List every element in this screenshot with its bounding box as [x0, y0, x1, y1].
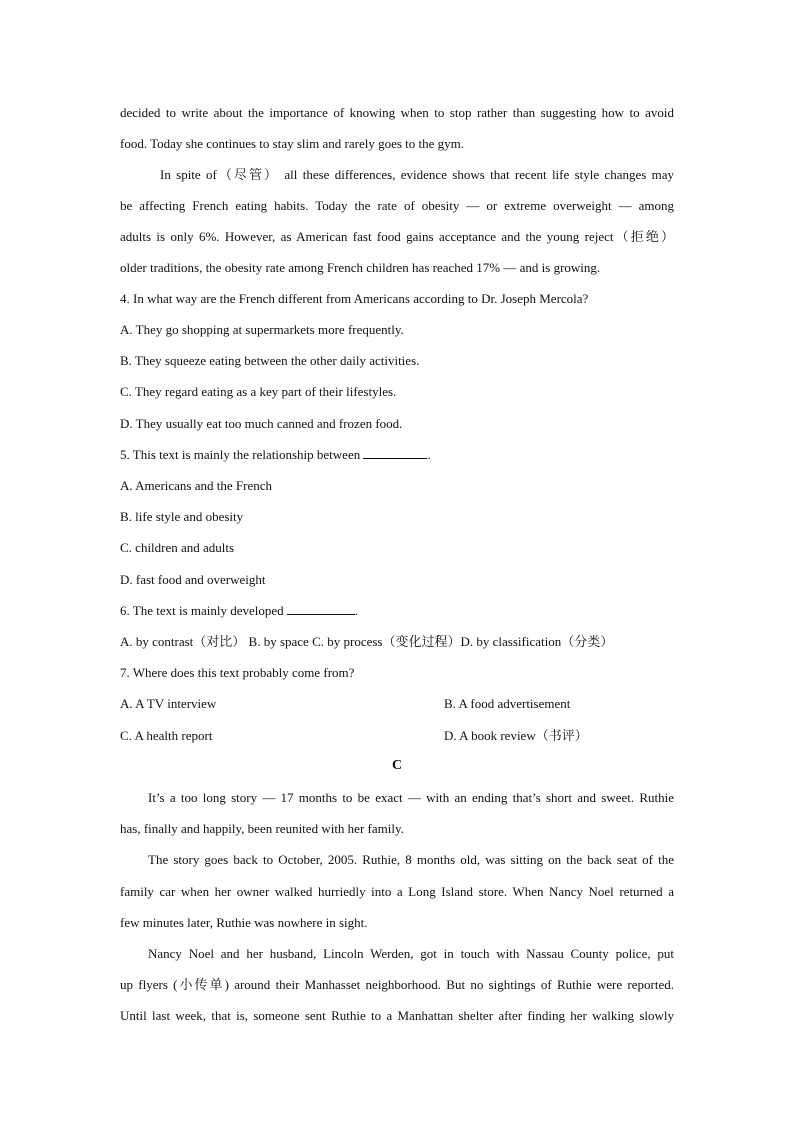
options-row: A. by contrast（对比） B. by space C. by process（变化过程）D. by classification（分类）	[120, 634, 614, 649]
stem-end: .	[427, 447, 431, 462]
text-line: It’s a too long story — 17 months to be exact — with an ending that’s short and sweet. Ruthie	[148, 790, 674, 805]
option-b: B. A food advertisement	[444, 696, 571, 711]
option-b: B. They squeeze eating between the other daily activities.	[120, 353, 420, 368]
question-stem	[120, 602, 358, 620]
text-line: older traditions, the obesity rate among French children has reached 17% — and is growing.	[120, 260, 601, 275]
option-c: C. A health report	[120, 728, 213, 743]
option-d: D. A book review（书评）	[444, 728, 588, 743]
option-d: D. fast food and overweight	[120, 572, 266, 587]
option-b: B. life style and obesity	[120, 509, 244, 524]
text-line: In spite of（尽管） all these differences, evidence shows that recent life style changes may	[160, 167, 674, 182]
answer-blank	[363, 446, 427, 459]
question-stem-text: 5. This text is mainly the relationship between	[120, 447, 361, 462]
text-line: adults is only 6%. However, as American fast food gains acceptance and the young reject（拒绝）	[120, 229, 674, 244]
question-stem-text: 6. The text is mainly developed	[120, 603, 284, 618]
option-d: D. They usually eat too much canned and frozen food.	[120, 416, 403, 431]
text-line: family car when her owner walked hurriedly into a Long Island store. When Nancy Noel returned a	[120, 884, 674, 899]
stem-end: .	[354, 603, 359, 618]
option-c: C. They regard eating as a key part of their lifestyles.	[120, 384, 397, 399]
text-line: be affecting French eating habits. Today the rate of obesity — or extreme overweight — among	[120, 198, 674, 213]
question-stem: 4. In what way are the French different from Americans according to Dr. Joseph Mercola?	[120, 291, 589, 306]
question-stem	[120, 446, 431, 464]
text-line: Until last week, that is, someone sent Ruthie to a Manhattan shelter after finding her walking slowly	[120, 1008, 674, 1023]
text-line: decided to write about the importance of knowing when to stop rather than suggesting how to avoid	[120, 105, 674, 120]
text-line: up flyers (小传单) around their Manhasset neighborhood. But no sightings of Ruthie were reported.	[120, 977, 674, 992]
option-a: A. They go shopping at supermarkets more frequently.	[120, 322, 404, 337]
text-line: few minutes later, Ruthie was nowhere in sight.	[120, 915, 368, 930]
section-heading: C	[391, 758, 403, 773]
text-line: food. Today she continues to stay slim and rarely goes to the gym.	[120, 136, 465, 151]
option-a: A. A TV interview	[120, 696, 217, 711]
text-line: has, finally and happily, been reunited with her family.	[120, 821, 404, 836]
option-c: C. children and adults	[120, 540, 235, 555]
answer-blank	[287, 602, 355, 615]
option-a: A. Americans and the French	[120, 478, 272, 493]
text-line: Nancy Noel and her husband, Lincoln Werden, got in touch with Nassau County police, put	[148, 946, 674, 961]
question-stem: 7. Where does this text probably come from?	[120, 665, 355, 680]
text-line: The story goes back to October, 2005. Ruthie, 8 months old, was sitting on the back seat of the	[148, 852, 674, 867]
